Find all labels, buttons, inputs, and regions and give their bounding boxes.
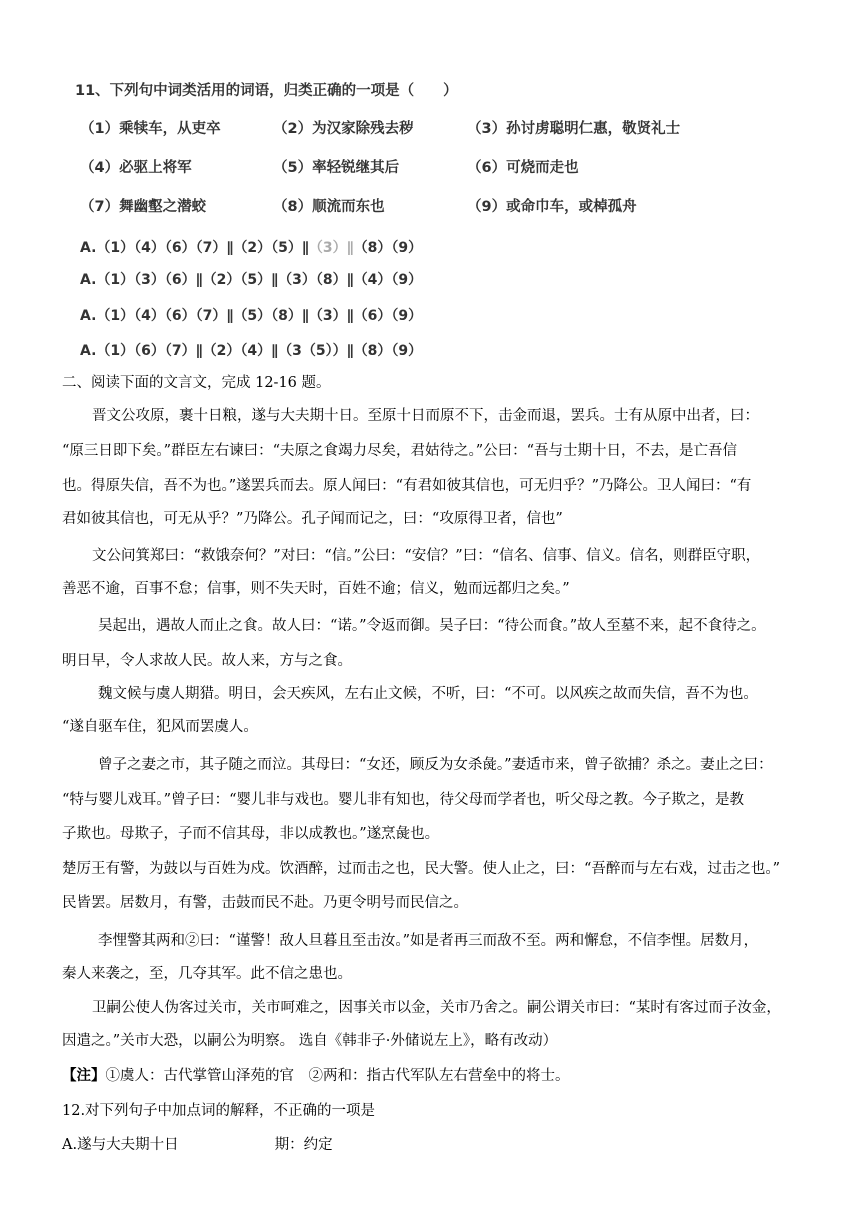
passage-line: 李悝警其两和②曰：“谨警！敌人旦暮且至击汝。”如是者再三而敌不至。两和懈怠，不信李悝。居数月， (98, 933, 759, 949)
passage-line: 文公问箕郑曰：“救饿奈何？”对曰：“信。”公曰：“安信？”曰：“信名、信事、信义。信名，则群臣守职， (92, 548, 761, 564)
footnote-label: 【注】 (62, 1067, 106, 1084)
passage-line: 卫嗣公使人伪客过关市，关市呵难之，因事关市以金，关市乃舍之。嗣公谓关市曰：“某时有客过而子汝金， (92, 1000, 781, 1016)
q11-option-7: （7）舞幽壑之潜蛟 (80, 199, 207, 215)
q11-answer-a1: A.（1）（4）（6）（7）∥（2）（5）∥（3）∥（8）（9） (80, 240, 423, 256)
passage-line: 曾子之妻之市，其子随之而泣。其母曰：“女还，顾反为女杀彘。”妻适市来，曾子欲捕？杀之。妻止之曰： (98, 757, 773, 773)
question-12-title: 12.对下列句子中加点词的解释，不正确的一项是 (62, 1103, 376, 1119)
question-11-title: 11、下列句中词类活用的词语，归类正确的一项是（ ） (75, 83, 458, 99)
q11-option-3: （3）孙讨虏聪明仁惠，敬贤礼士 (467, 121, 681, 137)
passage-line: 楚厉王有警，为鼓以与百姓为戍。饮酒醉，过而击之也，民大警。使人止之，曰：“吾醉而与左右戏，过击之也。” (62, 861, 781, 877)
passage-line: 因遣之。”关市大恐，以嗣公为明察。 选自《韩非子·外储说左上》，略有改动） (62, 1033, 558, 1049)
q11-option-2: （2）为汉家除残去秽 (273, 121, 414, 137)
passage-line: 明日早，令人求故人民。故人来，方与之食。 (62, 653, 352, 669)
passage-line: “遂自驱车住，犯风而罢虞人。 (62, 719, 258, 735)
passage-line: 君如彼其信也，可无从乎？”乃降公。孔子闻而记之，曰：“攻原得卫者，信也” (62, 511, 563, 527)
q11-option-6: （6）可烧而走也 (467, 160, 579, 176)
q11-option-5: （5）率轻锐继其后 (273, 160, 400, 176)
q11-answer-a4: A.（1）（6）（7）∥（2）（4）∥（3（5））∥（8）（9） (80, 343, 423, 359)
q11-option-8: （8）顺流而东也 (273, 199, 385, 215)
passage-line: 子欺也。母欺子，子而不信其母，非以成教也。”遂烹彘也。 (62, 826, 440, 842)
passage-line: 晋文公攻原，裹十日粮，遂与大夫期十日。至原十日而原不下，击金而退，罢兵。士有从原中出者，曰： (92, 408, 759, 424)
q11-option-9: （9）或命巾车，或棹孤舟 (467, 199, 637, 215)
q11-option-4: （4）必驱上将军 (80, 160, 192, 176)
section-2-heading: 二、阅读下面的文言文，完成 12-16 题。 (62, 375, 331, 391)
passage-line: 善恶不逾，百事不怠；信事，则不失天时，百姓不逾；信义，勉而远都归之矣。” (62, 581, 570, 597)
passage-line: 秦人来袭之，至，几夺其军。此不信之患也。 (62, 966, 352, 982)
q11-answer-a2: A.（1）（3）（6）∥（2）（5）∥（3）（8）∥（4）（9） (80, 272, 423, 288)
passage-line: “原三日即下矣。”群臣左右谏曰：“夫原之食竭力尽矣，君姑待之。”公曰：“吾与士期十日，不去，是亡吾信 (62, 443, 738, 459)
passage-line: 吴起出，遇故人而止之食。故人曰：“诺。”令返而御。吴子曰：“待公而食。”故人至墓不来，起不食待之。 (98, 618, 766, 634)
passage-line: “特与婴儿戏耳。”曾子曰：“婴儿非与戏也。婴儿非有知也，待父母而学者也，听父母之教。今子欺之，是教 (62, 792, 744, 808)
passage-line: 也。得原失信，吾不为也。”遂罢兵而去。原人闻曰：“有君如彼其信也，可无归乎？”乃降公。卫人闻曰：“有 (62, 478, 752, 494)
q11-answer-a3: A.（1）（4）（6）（7）∥（5）（8）∥（3）∥（6）（9） (80, 308, 423, 324)
passage-line: 民皆罢。居数月，有警，击鼓而民不赴。乃更令明号而民信之。 (62, 895, 468, 911)
q12-option-a: A.遂与大夫期十日 期：约定 (62, 1137, 333, 1153)
q11-option-1: （1）乘犊车，从吏卒 (80, 121, 221, 137)
footnote: 【注】①虞人：古代掌管山泽苑的官 ②两和：指古代军队左右营垒中的将士。 (62, 1067, 570, 1084)
passage-line: 魏文候与虞人期猎。明日，会天疾风，左右止文候，不听，曰：“不可。以风疾之故而失信，吾不为也。 (98, 686, 758, 702)
